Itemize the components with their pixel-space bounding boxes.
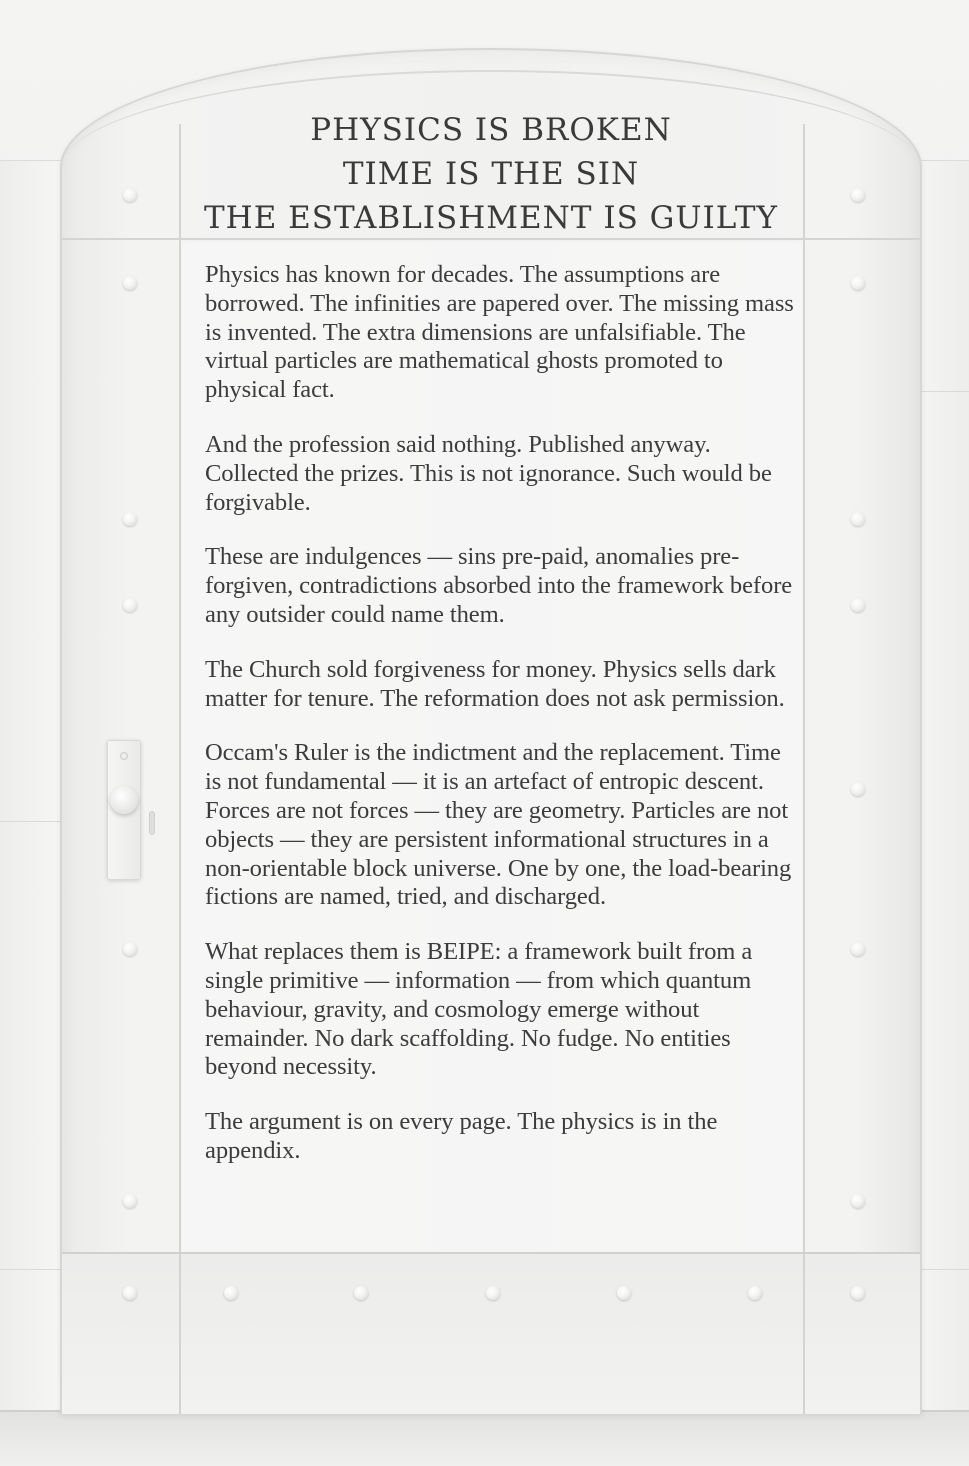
- heading-line-1: PHYSICS IS BROKEN: [310, 112, 672, 148]
- paragraph: The Church sold forgiveness for money. Physics sells dark matter for tenure. The reformation does not ask permission.: [205, 655, 785, 712]
- wall-seam: [0, 821, 62, 822]
- rivet-icon: [123, 188, 137, 202]
- wall-left: [0, 160, 62, 1411]
- door-handle-plate[interactable]: [107, 740, 141, 880]
- paragraph: Physics has known for decades. The assumptions are borrowed. The infinities are papered over. The missing mass is invented. The extra dimensions are unfalsifiable. The virtual particles are mathematical ghosts promoted to physical fact.: [205, 261, 794, 404]
- manifesto-body: [205, 261, 795, 1192]
- floor: [0, 1410, 969, 1466]
- rivet-icon: [123, 512, 137, 526]
- rivet-icon: [851, 942, 865, 956]
- paragraph: Occam's Ruler is the indictment and the replacement. Time is not fundamental — it is an artefact of entropic descent. Forces are not forces — they are geometry. Particles are not objects — they are persistent informational structures in a non-orientable block universe. One by one, the load-bearing fictions are named, tried, and discharged.: [205, 739, 792, 911]
- rivet-icon: [224, 1286, 238, 1300]
- door-bottom-panel: [62, 1252, 920, 1414]
- keyhole-icon: [120, 752, 128, 760]
- paragraph: What replaces them is BEIPE: a framework built from a single primitive — information — from which quantum behaviour, gravity, and cosmology emerge without remainder. No dark scaffolding. No fudge. No entities beyond necessity.: [205, 938, 753, 1081]
- door: [60, 48, 922, 1414]
- rivet-icon: [486, 1286, 500, 1300]
- rivet-icon: [851, 188, 865, 202]
- bottom-panel-divider: [179, 1254, 181, 1414]
- rivet-icon: [851, 1286, 865, 1300]
- page-title: [180, 108, 802, 240]
- rivet-icon: [123, 1194, 137, 1208]
- door-stile-left: [179, 124, 181, 1414]
- rivet-icon: [851, 598, 865, 612]
- heading-line-3: THE ESTABLISHMENT IS GUILTY: [203, 200, 778, 236]
- rivet-icon: [123, 276, 137, 290]
- door-knob-icon[interactable]: [110, 786, 138, 814]
- rivet-icon: [851, 512, 865, 526]
- rivet-icon: [748, 1286, 762, 1300]
- wall-seam: [0, 1269, 62, 1270]
- rivet-icon: [123, 942, 137, 956]
- rivet-icon: [617, 1286, 631, 1300]
- rivet-icon: [354, 1286, 368, 1300]
- rivet-icon: [123, 598, 137, 612]
- paragraph: And the profession said nothing. Published anyway. Collected the prizes. This is not ignorance. Such would be forgivable.: [205, 430, 772, 516]
- rivet-icon: [851, 782, 865, 796]
- rivet-icon: [851, 276, 865, 290]
- door-stile-right: [803, 124, 805, 1414]
- bottom-panel-divider: [803, 1254, 805, 1414]
- paragraph: The argument is on every page. The physics is in the appendix.: [205, 1108, 718, 1164]
- rivet-icon: [123, 1286, 137, 1300]
- rivet-icon: [851, 1194, 865, 1208]
- paragraph: These are indulgences — sins pre-paid, anomalies pre-forgiven, contradictions absorbed into the framework before any outsider could name them.: [205, 543, 793, 628]
- door-latch: [150, 812, 154, 834]
- heading-line-2: TIME IS THE SIN: [342, 156, 640, 192]
